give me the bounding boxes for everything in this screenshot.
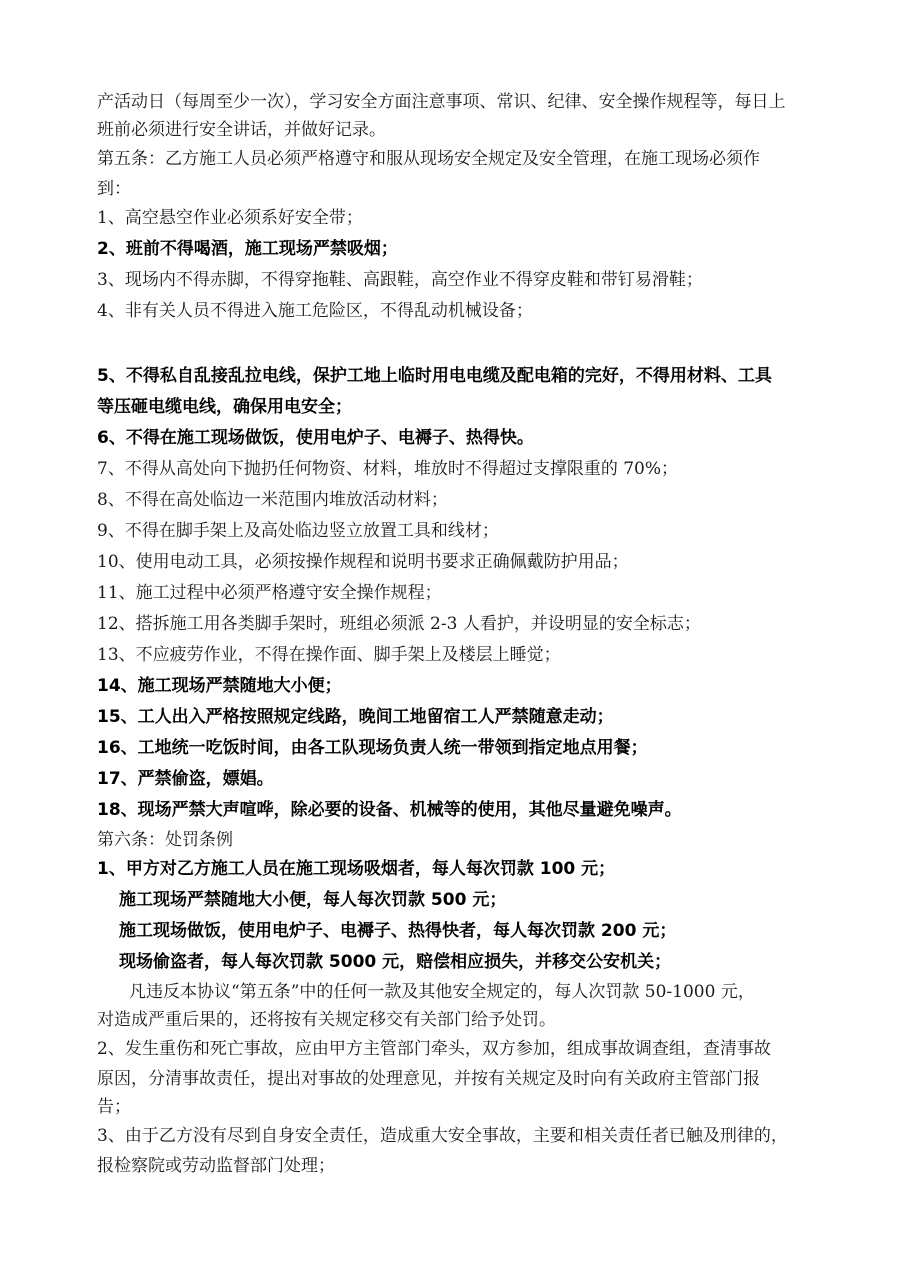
rule-item-16: 16、工地统一吃饭时间，由各工队现场负责人统一带领到指定地点用餐； <box>97 738 648 758</box>
rule-item-13: 13、不应疲劳作业，不得在操作面、脚手架上及楼层上睡觉； <box>97 645 561 665</box>
rule-item-9: 9、不得在脚手架上及高处临边竖立放置工具和线材； <box>97 521 499 541</box>
rule-item-5: 5、不得私自乱接乱拉电线，保护工地上临时用电电缆及配电箱的完好，不得用材料、工具 <box>97 366 772 386</box>
paragraph-line: 原因，分清事故责任，提出对事故的处理意见，并按有关规定及时向有关政府主管部门报 <box>97 1069 760 1089</box>
paragraph-line: 告； <box>97 1097 131 1117</box>
paragraph-line: 班前必须进行安全讲话，并做好记录。 <box>97 120 386 140</box>
rule-item-12: 12、搭拆施工用各类脚手架时，班组必须派 2-3 人看护，并设明显的安全标志； <box>97 614 701 634</box>
rule-item-14: 14、施工现场严禁随地大小便； <box>97 676 342 696</box>
rule-item-18: 18、现场严禁大声喧哗，除必要的设备、机械等的使用，其他尽量避免噪声。 <box>97 800 682 820</box>
rule-item-4: 4、非有关人员不得进入施工危险区，不得乱动机械设备； <box>97 301 533 321</box>
rule-item-1: 1、高空悬空作业必须系好安全带； <box>97 208 363 228</box>
paragraph-line: 报检察院或劳动监督部门处理； <box>97 1156 335 1176</box>
document-body <box>97 88 809 1180</box>
rule-item-7: 7、不得从高处向下抛扔任何物资、材料，堆放时不得超过支撑限重的 70%； <box>97 459 679 479</box>
rule-item-10: 10、使用电动工具，必须按操作规程和说明书要求正确佩戴防护用品； <box>97 552 629 572</box>
rule-item-11: 11、施工过程中必须严格遵守安全操作规程； <box>97 583 442 603</box>
paragraph-line: 对造成严重后果的，还将按有关规定移交有关部门给予处罚。 <box>97 1010 556 1030</box>
article-6-heading: 第六条：处罚条例 <box>97 830 233 850</box>
rule-item-5-cont: 等压砸电缆电线，确保用电安全； <box>97 397 352 417</box>
rule-item-3: 3、现场内不得赤脚，不得穿拖鞋、高跟鞋，高空作业不得穿皮鞋和带钉易滑鞋； <box>97 270 703 290</box>
article-5-heading: 第五条：乙方施工人员必须严格遵守和服从现场安全规定及安全管理，在施工现场必须作 <box>97 149 760 169</box>
penalty-item-1c: 施工现场做饭，使用电炉子、电褥子、热得快者，每人每次罚款 200 元； <box>119 921 677 941</box>
paragraph-line: 到： <box>97 179 131 199</box>
rule-item-8: 8、不得在高处临边一米范围内堆放活动材料； <box>97 490 448 510</box>
penalty-item-1: 1、甲方对乙方施工人员在施工现场吸烟者，每人每次罚款 100 元； <box>97 859 616 879</box>
penalty-item-3: 3、由于乙方没有尽到自身安全责任，造成重大安全事故，主要和相关责任者已触及刑律的， <box>97 1126 788 1146</box>
paragraph-line: 产活动日（每周至少一次），学习安全方面注意事项、常识、纪律、安全操作规程等，每日上 <box>97 92 786 112</box>
blank-gap <box>97 327 809 361</box>
rule-item-15: 15、工人出入严格按照规定线路，晚间工地留宿工人严禁随意走动； <box>97 707 614 727</box>
rule-item-6: 6、不得在施工现场做饭，使用电炉子、电褥子、热得快。 <box>97 428 534 448</box>
penalty-item-1d: 现场偷盗者，每人每次罚款 5000 元，赔偿相应损失，并移交公安机关； <box>119 952 672 972</box>
rule-item-17: 17、严禁偷盗，嫖娼。 <box>97 769 274 789</box>
rule-item-2: 2、班前不得喝酒，施工现场严禁吸烟； <box>97 239 398 259</box>
penalty-item-1b: 施工现场严禁随地大小便，每人每次罚款 500 元； <box>119 890 507 910</box>
penalty-item-2: 2、发生重伤和死亡事故，应由甲方主管部门牵头，双方参加，组成事故调查组，查清事故 <box>97 1039 771 1059</box>
penalty-general: 凡违反本协议“第五条”中的任何一款及其他安全规定的，每人次罚款 50-1000 元， <box>129 982 755 1002</box>
